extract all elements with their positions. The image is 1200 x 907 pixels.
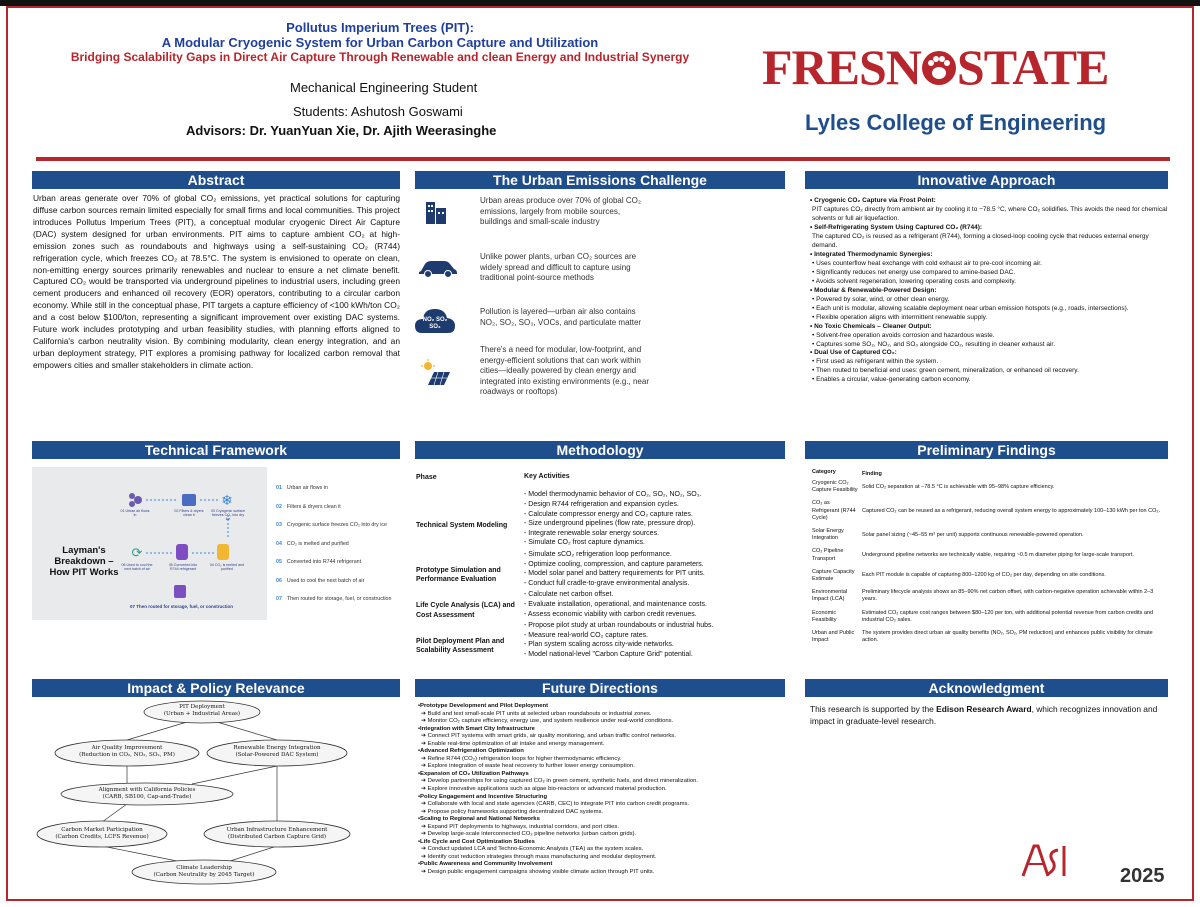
step-num: 03 (276, 522, 282, 528)
impact-node (207, 745, 347, 758)
phase-cell: Prototype Simulation and Performance Evaluation (416, 566, 501, 584)
node-sub: (Carbon Neutrality by 2045 Target) (153, 871, 255, 878)
innovative-point: • Then routed to beneficial end uses: green cement, mineralization, or enhanced oil recovery. (812, 367, 1079, 375)
innovative-point: • Flexible operation aligns with intermittent renewable supply. (812, 313, 988, 321)
findings-table (812, 469, 1167, 648)
impact-node (144, 704, 260, 717)
node-sub: (Urban + Industrial Areas) (163, 710, 241, 717)
activities-cell (522, 621, 774, 661)
step-text: Cryogenic surface freezes CO₂ into dry ice (286, 522, 387, 528)
ack-post: , which recognizes innovation and impact in graduate-level research. (810, 704, 1158, 727)
activity-item: - Calculate net carbon offset. (524, 591, 614, 599)
step-text: CO₂ is melted and purified (286, 540, 349, 547)
step-text: Then routed for storage, fuel, or construction (286, 596, 392, 602)
innovative-point: • Each unit is modular, allowing scalable deployment near urban emission hotspots (e.g., roads, intersections). (812, 304, 1129, 312)
activity-item: - Measure real-world CO₂ capture rates. (524, 631, 649, 639)
future-item: ➔ Develop partnerships for using captured CO₂ in green cement, synthetic fuels, and direct mineralization. (421, 778, 699, 785)
impact-node (55, 745, 199, 758)
activity-item: - Simulate CO₂ frost capture dynamics. (524, 539, 645, 547)
department: Mechanical Engineering Student (290, 80, 478, 95)
solar-icon (418, 359, 452, 392)
step-row (276, 485, 406, 504)
poster-year: 2025 (1120, 865, 1165, 887)
future-item: ➔ Develop large-scale interconnected CO₂ pipeline networks (urban carbon grids). (421, 831, 637, 838)
building-icon (424, 198, 448, 229)
future-subheading: •Scaling to Regional and National Networks (418, 816, 540, 823)
future-item: ➔ Explore integration of waste heat recovery to further lower energy consumption. (421, 763, 635, 770)
finding-text: Each PIT module is capable of capturing 800–1200 kg of CO₂ per day, depending on site conditions. (862, 572, 1106, 579)
col-category: Category (812, 469, 836, 475)
step-num: 04 (276, 540, 282, 547)
urban-item-text: Pollution is layered—urban air also contains NO₂, SO₂, SO₃, VOCs, and particulate matter (480, 307, 642, 327)
future-item: ➔ Refine R744 (CO₂) refrigeration loops for higher thermodynamic efficiency. (421, 755, 622, 762)
impact-node (132, 865, 276, 878)
innovative-heading: Innovative Approach (805, 171, 1168, 189)
urban-heading: The Urban Emissions Challenge (415, 171, 785, 189)
phase-cell: Life Cycle Analysis (LCA) and Cost Assessment (416, 602, 515, 619)
header-divider (36, 157, 1170, 161)
impact-diagram (32, 700, 400, 890)
ack-award: Edison Research Award (936, 704, 1032, 714)
svg-text:⟳: ⟳ (131, 545, 143, 560)
activities-cell (522, 490, 774, 550)
methodology-header-row (414, 473, 774, 490)
ack-pre: This research is supported by the (810, 704, 937, 714)
fresno-state-logo (762, 39, 1172, 95)
activity-item: - Propose pilot study at urban roundabouts or industrial hubs. (524, 622, 714, 630)
node-sub: (Solar-Powered DAC System) (235, 751, 319, 758)
activity-item: - Size underground pipelines (flow rate, pressure drop). (524, 520, 696, 528)
finding-category: Urban and Public Impact (812, 630, 855, 644)
step-num: 06 (276, 577, 282, 584)
activity-item: - Calculate compressor energy and CO₂ capture rates. (524, 510, 693, 518)
node-sub: (Carbon Credits, LCFS Revenue) (55, 833, 149, 840)
urban-item (470, 345, 710, 425)
abstract-text: Urban areas generate over 70% of global CO₂ emissions, yet practical solutions for capturing diffuse carbon sources remain limited especially for small firms and local communities. This project introduces Pollutus Imperium Trees (PIT), a conceptual modular cryogenic Direct Air Capture (DAC) system designed for urban environments. PIT aims to capture ambient CO₂ at high-emission zones such as roundabouts and highways using a self-sustaining CO₂ (R744) refrigeration cycle, which freezes CO₂ at 78.5°C. The system is envisioned to operate on clean, non-emitting energy sources primarily renewables and nuclear to ensure a net climate benefit. Captured CO₂ would be transported via underground pipelines to industrial users, including green cement producers and enhanced oil recovery (EOR) operators, contributing to a circular carbon economy. While still in the conceptual phase, PIT targets a capture efficiency of <100 kWh/ton CO₂ and a cost below $100/ton, representing a significant improvement over existing DAC systems. Future work includes prototyping and urban feasibility studies, with planning efforts aligned to California's carbon neutrality vision. By combining modularity, clean energy integration, and an urban deployment strategy, PIT explores a promising pathway for localized carbon removal that empowers cities and smaller stakeholders in climate action. (33, 193, 400, 370)
cloud-label: NO₂ SO₂ SO₃ (422, 317, 448, 330)
finding-text: Estimated CO₂ capture cost ranges between $80–120 per ton, with additional potential revenue from carbon credits and industrial CO₂ sales. (862, 609, 1154, 623)
findings-row (812, 526, 1167, 546)
future-subheading: •Public Awareness and Community Involvement (418, 861, 553, 868)
phase-cell: Pilot Deployment Plan and Scalability Assessment (416, 637, 505, 655)
finding-text: The system provides direct urban air quality benefits (NO₂, SO₂, PM reduction) and enhances public visibility for climate action. (862, 630, 1153, 644)
step-row (276, 596, 406, 615)
activity-item: - Assess economic viability with carbon credit revenues. (524, 610, 697, 618)
title-line-3: Bridging Scalability Gaps in Direct Air Capture Through Renewable and clean Energy and Industrial Synergy (70, 50, 690, 64)
finding-category: Solar Energy Integration (812, 528, 844, 542)
finding-category: Economic Feasibility (812, 609, 837, 623)
innovative-point: • Uses counterflow heat exchange with cold exhaust air to pre-cool incoming air. (812, 259, 1042, 267)
innovative-point: • Avoids solvent regeneration, lowering operating costs and complexity. (812, 277, 1017, 285)
step-text: Used to cool the next batch of air (286, 577, 365, 584)
urban-item (470, 196, 710, 252)
innovative-subheading: • No Toxic Chemicals – Cleaner Output: (810, 323, 1172, 332)
future-item: ➔ Expand PIT deployments to highways, industrial corridors, and port cities. (421, 823, 620, 830)
innovative-point: • Captures some SO₂, NO₂, and SO₃ alongside CO₂, resulting in cleaner exhaust air. (812, 340, 1055, 348)
future-item: ➔ Identify cost reduction strategies through mass manufacturing and modular deployment. (421, 853, 657, 860)
findings-row (812, 628, 1167, 648)
diagram-graphic (32, 467, 267, 620)
future-subheading: •Prototype Development and Pilot Deployment (418, 703, 549, 709)
urban-list (422, 196, 710, 425)
activity-item: - Model thermodynamic behavior of CO₂, SO₂, NO₂, SO₃. (524, 491, 702, 499)
future-subheading: •Advanced Refrigeration Optimization (418, 748, 524, 755)
innovative-point: The captured CO₂ is reused as a refrigerant (R744), forming a closed-loop cooling cycle that reduces external energy demand. (812, 232, 1149, 249)
diagram-label: 01 Urban air flows in (120, 509, 150, 517)
findings-row (812, 546, 1167, 566)
activity-item: - Design R744 refrigeration and expansion cycles. (524, 501, 679, 509)
activity-item: - Plan system scaling across city-wide networks. (524, 641, 674, 649)
innovative-subheading: • Integrated Thermodynamic Synergies: (810, 251, 1172, 260)
step-num: 05 (276, 559, 282, 565)
innovative-point: • Powered by solar, wind, or other clean energy. (812, 295, 950, 303)
diagram-label: 05 Converted into R744 refrigerant (168, 563, 198, 571)
findings-row (812, 587, 1167, 607)
poster-title (30, 20, 730, 65)
title-line-2: A Modular Cryogenic System for Urban Carbon Capture and Utilization (161, 35, 599, 50)
finding-text: Underground pipeline networks are technically viable, requiring ~0.5 m diameter piping for large-scale transport. (862, 552, 1134, 559)
future-item: ➔ Conduct updated LCA and Techno-Economic Analysis (TEA) as the system scales. (421, 846, 644, 853)
advisors: Advisors: Dr. YuanYuan Xie, Dr. Ajith Weerasinghe (186, 123, 497, 138)
activity-item: - Optimize cooling, compression, and capture parameters. (524, 560, 704, 568)
activity-item: - Model national-level "Carbon Capture Grid" potential. (524, 650, 693, 658)
col-phase: Phase (416, 474, 437, 481)
future-item: ➔ Connect PIT systems with smart grids, air quality monitoring, and urban traffic control networks. (421, 733, 676, 740)
node-title: PIT Deployment (179, 704, 225, 710)
methodology-row (414, 550, 774, 590)
node-title: Renewable Energy Integration (233, 745, 321, 751)
findings-row (812, 608, 1167, 628)
ack-heading: Acknowledgment (805, 679, 1168, 697)
step-row (276, 559, 406, 578)
findings-row (812, 567, 1167, 587)
findings-header-row (812, 469, 1167, 478)
technical-steps (276, 485, 406, 615)
step-num: 07 (276, 596, 282, 602)
findings-row (812, 498, 1167, 526)
technical-diagram (32, 467, 267, 620)
innovative-point: • Significantly reduces net energy use compared to amine-based DAC. (812, 268, 1016, 276)
step-row (276, 541, 406, 560)
node-title: Climate Leadership (176, 865, 232, 871)
methodology-row (414, 590, 774, 621)
innovative-subheading: • Dual Use of Captured CO₂: (810, 349, 1172, 358)
innovative-point: PIT captures CO₂ directly from ambient air by cooling it to −78.5 °C, where CO₂ solidifies. This avoids the need for chemical solvents or full air liquefaction. (812, 205, 1168, 222)
methodology-table (414, 473, 774, 662)
svg-text:❄: ❄ (221, 492, 233, 508)
urban-item-text: Urban areas produce over 70% of global CO₂ emissions, largely from mobile sources, buildings and small-scale industry (480, 196, 641, 227)
innovative-point: • Solvent-free operation avoids corrosion and hazardous waste. (812, 331, 995, 339)
technical-heading: Technical Framework (32, 441, 400, 459)
finding-category: Capture Capacity Estimate (812, 568, 855, 583)
activities-cell (522, 590, 774, 621)
activity-item: - Evaluate installation, operational, and maintenance costs. (524, 600, 707, 608)
diagram-label: 02 Filters & dryers clean it (174, 509, 204, 517)
logo-text-right: STATE (956, 39, 1109, 95)
innovative-subheading: • Self-Refrigerating System Using Captured CO₂ (R744): (810, 224, 1172, 233)
urban-item-text: Unlike power plants, urban CO₂ sources are widely spread and difficult to capture using traditional point-source methods (480, 252, 637, 283)
college-name: Lyles College of Engineering (805, 110, 1107, 135)
step-row (276, 578, 406, 597)
urban-item-text: There's a need for modular, low-footprint, and energy-efficient solutions that can work within cities—ideally powered by clean energy and integrated into existing environments (e.g., near roadways or rooftops) (480, 345, 649, 397)
node-title: Urban Infrastructure Enhancement (226, 827, 328, 833)
col-activities: Key Activities (524, 473, 570, 480)
urban-item (470, 252, 710, 305)
phase-cell: Technical System Modeling (416, 521, 508, 529)
step-text: Converted into R744 refrigerant (286, 559, 362, 565)
impact-node (204, 827, 350, 840)
logo-text-left: FRESN (762, 39, 921, 95)
step-num: 01 (276, 485, 282, 491)
impact-node (61, 787, 233, 800)
innovative-subheading: • Modular & Renewable-Powered Design: (810, 287, 1172, 296)
future-item: ➔ Design public engagement campaigns showing visible climate action through PIT units. (421, 869, 655, 876)
future-subheading: •Integration with Smart City Infrastructure (418, 725, 535, 732)
finding-text: Solid CO₂ separation at −78.5 °C is achievable with 95–98% capture efficiency. (862, 483, 1055, 490)
node-title: Alignment with California Policies (98, 787, 196, 793)
students: Students: Ashutosh Goswami (293, 104, 463, 119)
asi-logo (1018, 840, 1068, 880)
future-subheading: •Policy Engagement and Incentive Structuring (418, 793, 548, 800)
activity-item: - Model solar panel and battery requirements for PIT units. (524, 570, 705, 578)
innovative-subheading: • Cryogenic CO₂ Capture via Frost Point: (810, 197, 1172, 206)
activity-item: - Conduct full cradle-to-grave environmental analysis. (524, 579, 690, 587)
abstract-heading: Abstract (32, 171, 400, 189)
node-sub: (Reduction in CO₂, NO₂, SO₂, PM) (79, 751, 175, 758)
title-line-1: Pollutus Imperium Trees (PIT): (286, 20, 474, 35)
finding-text: Solar panel sizing (~45–55 m² per unit) supports continuous renewable-powered operation. (862, 531, 1084, 538)
finding-text: Captured CO₂ can be reused as a refrigerant, reducing overall system energy to approximately 100–130 kWh per ton CO₂. (862, 507, 1161, 514)
innovative-point: • Enables a circular, value-generating carbon economy. (812, 376, 971, 384)
activities-cell (522, 550, 774, 590)
ack-text (810, 703, 1168, 727)
future-list (418, 703, 786, 877)
finding-category: Environmental Impact (LCA) (812, 589, 848, 603)
paw-icon (921, 46, 957, 86)
activity-item: - Simulate sCO₂ refrigeration loop performance. (524, 551, 672, 558)
finding-category: CO₂ as Refrigerant (R744 Cycle) (812, 500, 856, 521)
diagram-label: 07 Then routed for storage, fuel, or construction (130, 604, 234, 609)
diagram-label: 03 Cryogenic surface freezes CO₂ into dry ice (211, 509, 245, 521)
future-item: ➔ Propose policy frameworks supporting decentralized DAC systems. (421, 808, 604, 815)
node-title: Air Quality Improvement (91, 745, 163, 751)
step-row (276, 522, 406, 541)
future-item: ➔ Explore innovative applications such as algae bio-reactors or advanced material production. (421, 786, 667, 793)
future-subheading: •Life Cycle and Cost Optimization Studies (418, 838, 535, 845)
activity-item: - Integrate renewable solar energy sources. (524, 529, 660, 537)
innovative-point: • First used as refrigerant within the system. (812, 358, 939, 366)
future-item: ➔ Enable real-time optimization of air intake and energy management. (421, 740, 605, 747)
findings-row (812, 478, 1167, 498)
step-text: Filters & dryers clean it (286, 503, 341, 510)
finding-text: Preliminary lifecycle analysis shows an 85–90% net carbon offset, with carbon-negative operation achievable within 2–3 years. (862, 589, 1154, 603)
future-subheading: •Expansion of CO₂ Utilization Pathways (418, 770, 529, 777)
col-finding: Finding (862, 470, 882, 477)
urban-item (422, 305, 710, 345)
diagram-label: 04 CO₂ is melted and purified (209, 563, 245, 571)
impact-node (37, 827, 167, 840)
node-sub: (Distributed Carbon Capture Grid) (227, 833, 327, 840)
methodology-heading: Methodology (415, 441, 785, 459)
finding-category: CO₂ Pipeline Transport (812, 548, 844, 562)
future-item: ➔ Build and test small-scale PIT units at selected urban roundabouts or industrial zones. (421, 710, 652, 717)
finding-category: Cryogenic CO₂ Capture Feasibility (812, 480, 858, 494)
future-item: ➔ Monitor CO₂ capture efficiency, energy use, and system resilience under real-world conditions. (421, 718, 674, 725)
methodology-row (414, 490, 774, 550)
step-num: 02 (276, 503, 282, 510)
diagram-title: Layman's Breakdown – How PIT Works (49, 545, 119, 578)
innovative-list (810, 197, 1172, 385)
diagram-label: 06 Used to cool the next batch of air (121, 563, 153, 571)
impact-heading: Impact & Policy Relevance (32, 679, 400, 697)
step-text: Urban air flows in (286, 485, 328, 491)
node-sub: (CARB, SB100, Cap-and-Trade) (102, 793, 192, 800)
step-row (276, 504, 406, 523)
findings-heading: Preliminary Findings (805, 441, 1168, 459)
car-icon (418, 258, 458, 283)
future-item: ➔ Collaborate with local and state agencies (CARB, CEC) to integrate PIT into carbon credit programs. (421, 801, 690, 808)
methodology-row (414, 621, 774, 661)
node-title: Carbon Market Participation (61, 827, 143, 833)
future-heading: Future Directions (415, 679, 785, 697)
